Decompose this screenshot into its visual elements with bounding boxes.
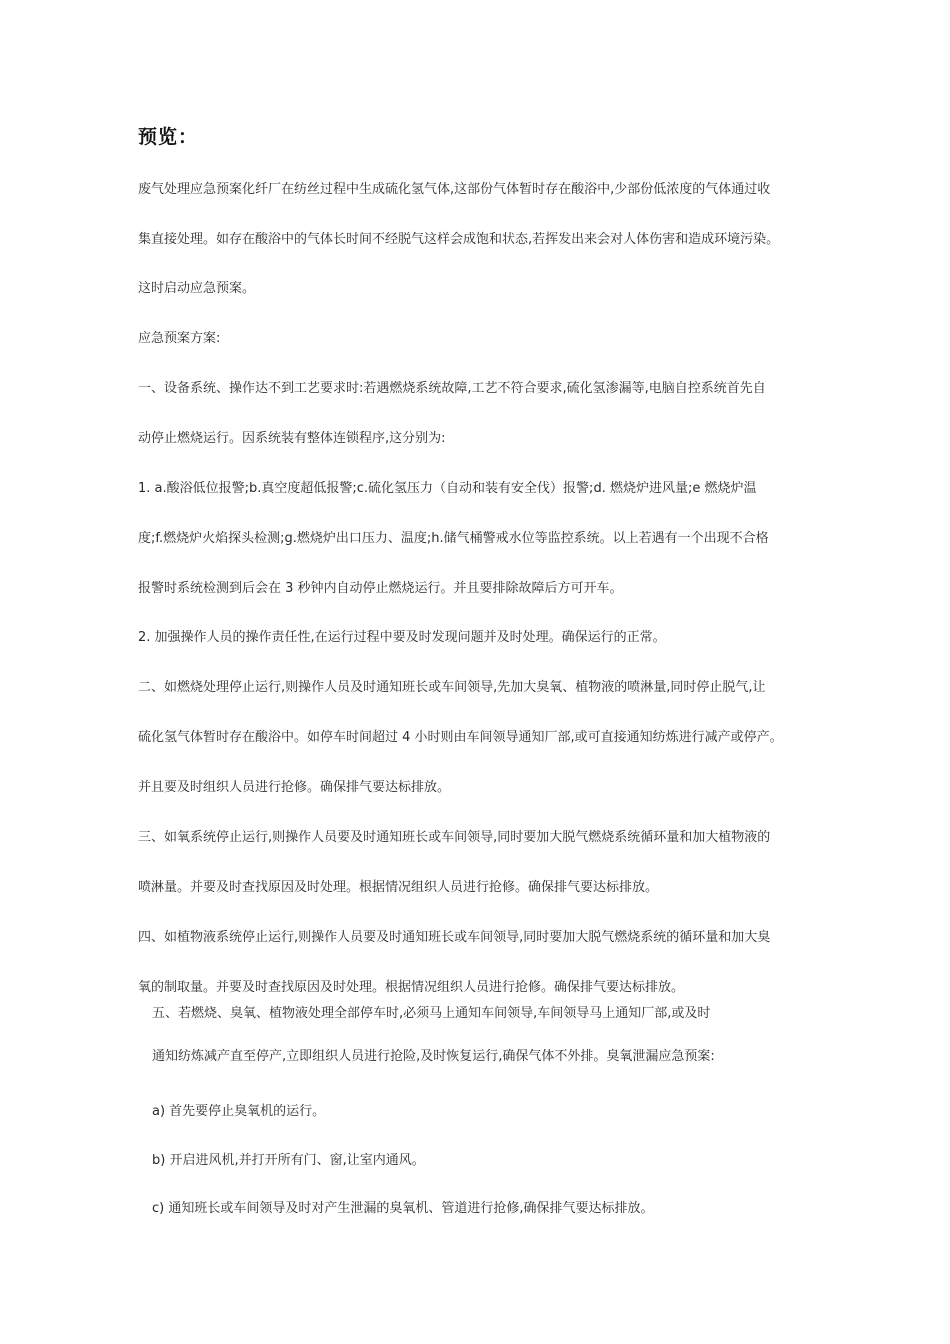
list-item-line: 1. a.酸浴低位报警;b.真空度超低报警;c.硫化氢压力（自动和装有安全伐）报警;d. 燃烧炉进风量;e 燃烧炉温 — [138, 481, 757, 496]
paragraph-line: 二、如燃烧处理停止运行,则操作人员及时通知班长或车间领导,先加大臭氧、植物液的喷淋量,同时停止脱气,让 — [138, 680, 766, 695]
preview-heading: 预览： — [138, 126, 199, 148]
paragraph-line: 这时启动应急预案。 — [138, 281, 256, 296]
list-item-a: a) 首先要停止臭氧机的运行。 — [152, 1104, 326, 1119]
list-item-line: 报警时系统检测到后会在 3 秒钟内自动停止燃烧运行。并且要排除故障后方可开车。 — [138, 581, 623, 596]
list-item-b: b) 开启进风机,并打开所有门、窗,让室内通风。 — [152, 1153, 425, 1168]
paragraph-line: 氧的制取量。并要及时查找原因及时处理。根据情况组织人员进行抢修。确保排气要达标排放。 — [138, 980, 685, 995]
paragraph-line: 废气处理应急预案化纤厂在纺丝过程中生成硫化氢气体,这部份气体暂时存在酸浴中,少部份低浓度的气体通过收 — [138, 182, 771, 197]
list-item-line: 2. 加强操作人员的操作责任性,在运行过程中要及时发现问题并及时处理。确保运行的正常。 — [138, 630, 666, 645]
paragraph-line: 通知纺炼减产直至停产,立即组织人员进行抢险,及时恢复运行,确保气体不外排。臭氧泄漏应急预案: — [152, 1049, 715, 1064]
paragraph-line: 五、若燃烧、臭氧、植物液处理全部停车时,必须马上通知车间领导,车间领导马上通知厂部,或及时 — [152, 1006, 711, 1021]
paragraph-line: 一、设备系统、操作达不到工艺要求时:若遇燃烧系统故障,工艺不符合要求,硫化氢渗漏等,电脑自控系统首先自 — [138, 381, 766, 396]
paragraph-line: 喷淋量。并要及时查找原因及时处理。根据情况组织人员进行抢修。确保排气要达标排放。 — [138, 880, 659, 895]
list-item-line: 度;f.燃烧炉火焰探头检测;g.燃烧炉出口压力、温度;h.储气桶警戒水位等监控系统。以上若遇有一个出现不合格 — [138, 531, 769, 546]
paragraph-line: 应急预案方案: — [138, 331, 221, 346]
paragraph-line: 硫化氢气体暂时存在酸浴中。如停车时间超过 4 小时则由车间领导通知厂部,或可直接通知纺炼进行减产或停产。 — [138, 730, 783, 745]
paragraph-line: 动停止燃烧运行。因系统装有整体连锁程序,这分别为: — [138, 431, 446, 446]
list-item-c: c) 通知班长或车间领导及时对产生泄漏的臭氧机、管道进行抢修,确保排气要达标排放。 — [152, 1201, 654, 1216]
paragraph-line: 并且要及时组织人员进行抢修。确保排气要达标排放。 — [138, 780, 451, 795]
paragraph-line: 四、如植物液系统停止运行,则操作人员要及时通知班长或车间领导,同时要加大脱气燃烧系统的循环量和加大臭 — [138, 930, 771, 945]
paragraph-line: 集直接处理。如存在酸浴中的气体长时间不经脱气这样会成饱和状态,若挥发出来会对人体伤害和造成环境污染。 — [138, 232, 780, 247]
paragraph-line: 三、如氧系统停止运行,则操作人员要及时通知班长或车间领导,同时要加大脱气燃烧系统循环量和加大植物液的 — [138, 830, 771, 845]
